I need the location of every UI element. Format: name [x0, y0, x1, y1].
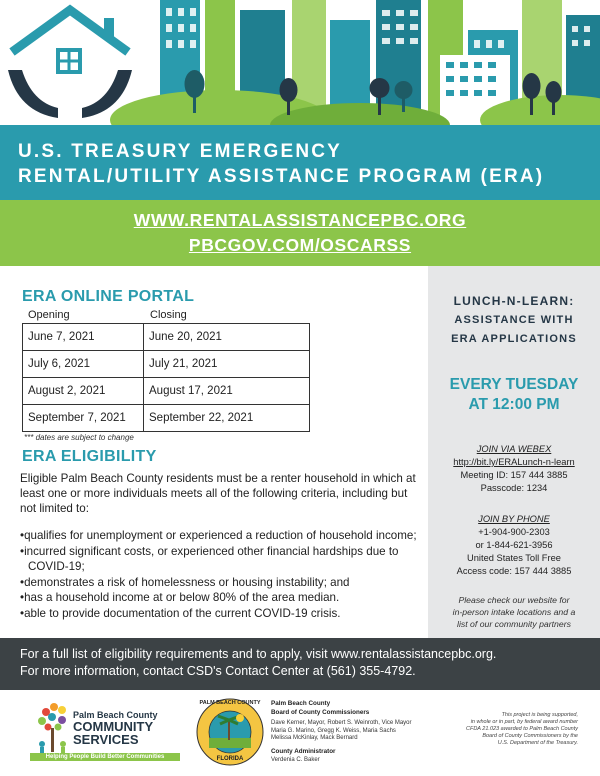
opening-date: July 6, 2021 — [23, 351, 144, 378]
phone-number-1: +1-904-900-2303 — [478, 527, 550, 537]
project-line4: Board of County Commissioners by the — [482, 733, 578, 739]
every-tuesday-line2: AT 12:00 PM — [468, 396, 560, 413]
board-of-commissioners — [271, 700, 431, 764]
every-tuesday-heading — [428, 375, 600, 415]
portal-dates-table — [22, 323, 310, 432]
seal-bottom-text: FLORIDA — [216, 756, 244, 762]
website-note-line1: Please check our website for — [458, 595, 570, 605]
closing-date: August 17, 2021 — [144, 378, 310, 405]
main-content — [0, 266, 428, 638]
table-row — [23, 324, 310, 351]
tree-icon — [38, 703, 66, 755]
phone-number-2: or 1-844-621-3956 — [475, 540, 553, 550]
every-tuesday-line1: EVERY TUESDAY — [449, 376, 579, 393]
closing-column-header: Closing — [150, 309, 187, 321]
project-line1: This project is being supported, — [501, 712, 578, 718]
rental-assistance-link[interactable]: WWW.RENTALASSISTANCEPBC.ORG — [133, 210, 467, 230]
bcc-title-2: Board of County Commissioners — [271, 708, 370, 716]
list-item: • able to provide documentation of the current COVID-19 crisis. — [20, 606, 424, 622]
footer — [0, 690, 600, 776]
lunch-heading-line1: LUNCH-N-LEARN: — [453, 294, 575, 308]
website-note — [428, 594, 600, 630]
info-band — [0, 638, 600, 690]
phone-label: JOIN BY PHONE — [478, 514, 550, 524]
program-title-line2: RENTAL/UTILITY ASSISTANCE PROGRAM (ERA) — [18, 166, 545, 187]
closing-date: September 22, 2021 — [144, 405, 310, 432]
passcode: Passcode: 1234 — [480, 483, 548, 493]
project-line2: in whole or in part, by federal award number — [470, 719, 578, 725]
era-eligibility-heading: ERA ELIGIBILITY — [22, 448, 157, 465]
bcc-names-3: Melissa McKinlay, Mack Bernard — [271, 735, 358, 742]
toll-free-label: United States Toll Free — [467, 553, 561, 563]
opening-date: September 7, 2021 — [23, 405, 144, 432]
county-seal — [196, 698, 264, 766]
eligibility-criteria-list — [20, 528, 424, 621]
lunch-n-learn-panel — [428, 266, 600, 638]
table-row — [23, 351, 310, 378]
hero-illustration — [0, 0, 600, 125]
program-title-line1: U.S. TREASURY EMERGENCY — [18, 141, 343, 162]
csd-line3: SERVICES — [73, 732, 139, 747]
lunch-n-learn-heading — [428, 292, 600, 349]
project-line3: CFDA 21.023 awarded to Palm Beach County — [466, 726, 578, 732]
list-item: • incurred significant costs, or experienced other financial hardships due to COVID-19; — [20, 544, 424, 575]
csd-tagline: Helping People Build Better Communities — [30, 753, 180, 761]
lunch-heading-line2: ASSISTANCE WITH — [454, 314, 574, 326]
house-in-hands-icon — [8, 10, 132, 118]
program-title-band — [0, 125, 600, 200]
website-note-line3: list of our community partners — [457, 619, 571, 629]
webex-link[interactable]: http://bit.ly/ERALunch-n-learn — [453, 457, 575, 467]
info-line-apply: For a full list of eligibility requirements and to apply, visit www.rentalassistancepbc.org. — [20, 647, 497, 661]
bcc-names-1: Dave Kerner, Mayor, Robert S. Weinroth, Vice Mayor — [271, 720, 412, 727]
era-online-portal-heading: ERA ONLINE PORTAL — [22, 288, 195, 305]
url-band — [0, 200, 600, 266]
access-code: Access code: 157 444 3885 — [456, 566, 572, 576]
dates-note: *** dates are subject to change — [24, 433, 134, 442]
admin-title: County Administrator — [271, 747, 336, 755]
website-note-line2: in-person intake locations and a — [452, 607, 576, 617]
oscarss-link[interactable]: PBCGOV.COM/OSCARSS — [188, 235, 412, 255]
closing-date: July 21, 2021 — [144, 351, 310, 378]
bcc-title-1: Palm Beach County — [271, 700, 331, 707]
info-line-contact: For more information, contact CSD's Contact Center at (561) 355-4792. — [20, 664, 416, 678]
csd-wordmark — [73, 710, 158, 746]
opening-column-header: Opening — [28, 309, 70, 321]
table-row — [23, 405, 310, 432]
list-item: • has a household income at or below 80% of the area median. — [20, 590, 424, 606]
project-line5: U.S. Department of the Treasury. — [497, 740, 578, 746]
seal-top-text: PALM BEACH COUNTY — [199, 700, 261, 706]
meeting-id: Meeting ID: 157 444 3885 — [460, 470, 568, 480]
admin-name: Verdenia C. Baker — [271, 756, 320, 763]
csd-line2: COMMUNITY — [73, 719, 154, 734]
lunch-heading-line3: ERA APPLICATIONS — [451, 333, 577, 345]
opening-date: June 7, 2021 — [23, 324, 144, 351]
csd-line1: Palm Beach County — [73, 710, 158, 720]
list-item: • demonstrates a risk of homelessness or housing instability; and — [20, 575, 424, 591]
eligibility-intro: Eligible Palm Beach County residents must be a renter household in which at least one or more individuals meets all of the following criteria, including but not limited to: — [20, 472, 416, 516]
table-row — [23, 378, 310, 405]
phone-block — [428, 513, 600, 578]
webex-label: JOIN VIA WEBEX — [476, 444, 552, 454]
city-illustration — [0, 0, 600, 125]
webex-block — [428, 443, 600, 495]
bcc-names-2: Maria G. Marino, Gregg K. Weiss, Maria Sachs — [271, 727, 396, 734]
closing-date: June 20, 2021 — [144, 324, 310, 351]
list-item: • qualifies for unemployment or experienced a reduction of household income; — [20, 528, 424, 544]
opening-date: August 2, 2021 — [23, 378, 144, 405]
project-statement — [430, 712, 578, 747]
